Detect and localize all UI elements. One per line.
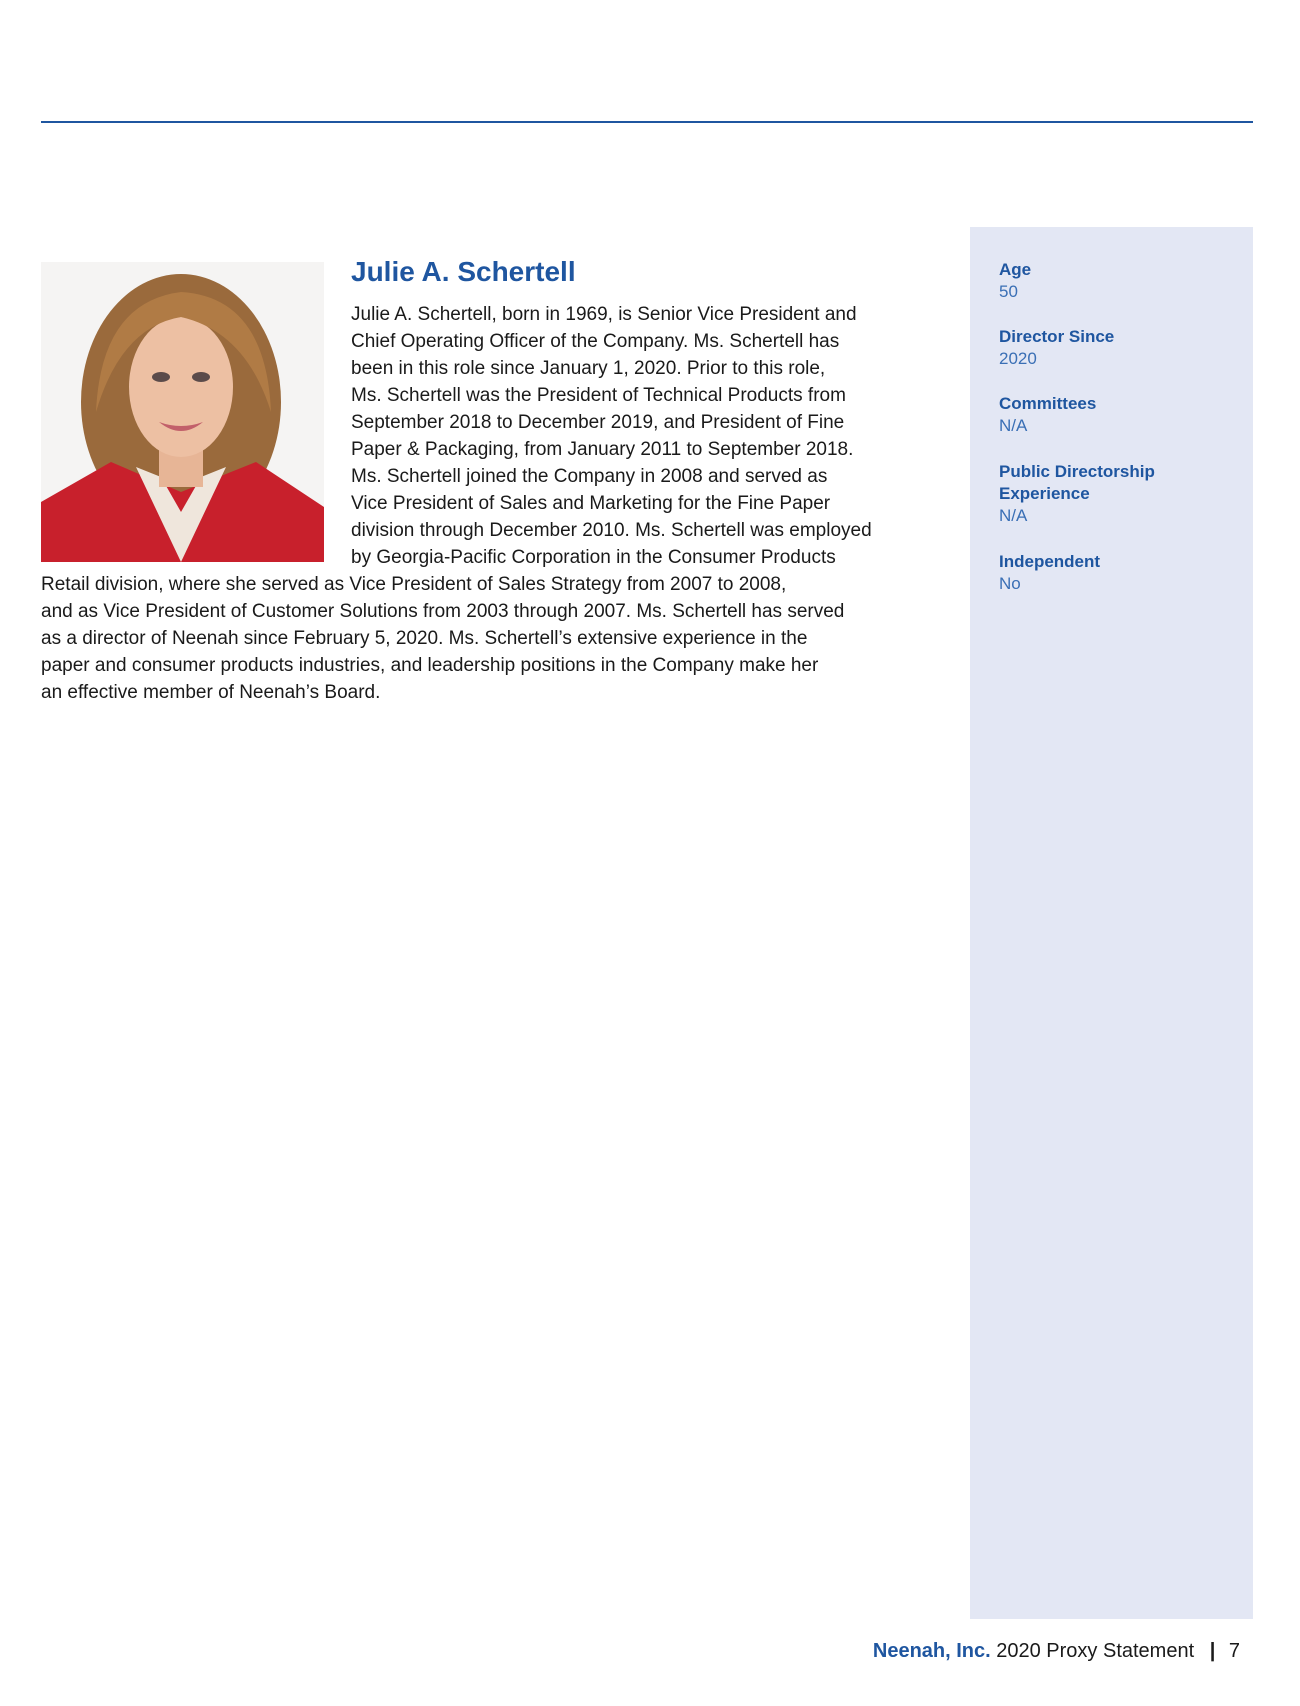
fact-value: 50 <box>999 282 1018 301</box>
bio-line: an effective member of Neenah’s Board. <box>41 682 381 703</box>
fact-label: Director Since <box>999 327 1115 346</box>
footer-separator: | <box>1209 1640 1216 1662</box>
fact-label: Public Directorship Experience <box>999 462 1155 503</box>
bio-line: Paper & Packaging, from January 2011 to September 2018. <box>351 439 854 460</box>
bio-line: by Georgia-Pacific Corporation in the Consumer Products <box>351 547 836 568</box>
bio-line: paper and consumer products industries, and leadership positions in the Company make her <box>41 655 819 676</box>
page-number: 7 <box>1228 1640 1240 1662</box>
header-rule <box>41 121 1253 123</box>
director-name: Julie A. Schertell <box>351 256 576 287</box>
bio-line: as a director of Neenah since February 5, 2020. Ms. Schertell’s extensive experience in the <box>41 628 808 649</box>
bio-line: and as Vice President of Customer Solutions from 2003 through 2007. Ms. Schertell has served <box>41 601 845 622</box>
fact-committees <box>999 393 1096 437</box>
footer-company: Neenah, Inc. <box>872 1640 991 1662</box>
bio-line: Ms. Schertell joined the Company in 2008 and served as <box>351 466 828 487</box>
bio-line: Vice President of Sales and Marketing for the Fine Paper <box>351 493 831 514</box>
bio-line: Ms. Schertell was the President of Technical Products from <box>351 385 846 406</box>
fact-label: Committees <box>999 394 1097 413</box>
bio-line: been in this role since January 1, 2020. Prior to this role, <box>351 358 826 379</box>
fact-public-directorship <box>999 461 1189 527</box>
bio-line: Julie A. Schertell, born in 1969, is Senior Vice President and <box>351 304 857 325</box>
fact-value: N/A <box>999 416 1028 435</box>
fact-value: No <box>999 574 1021 593</box>
fact-label: Age <box>999 260 1032 279</box>
bio-line: September 2018 to December 2019, and President of Fine <box>351 412 845 433</box>
bio-line: Retail division, where she served as Vice President of Sales Strategy from 2007 to 2008, <box>41 574 787 595</box>
fact-independent <box>999 551 1100 595</box>
fact-value: N/A <box>999 506 1028 525</box>
bio-line: Chief Operating Officer of the Company. Ms. Schertell has <box>351 331 840 352</box>
fact-label: Independent <box>999 552 1101 571</box>
page-footer <box>873 1640 1240 1663</box>
director-facts-sidebar <box>970 227 1253 1619</box>
fact-director-since <box>999 326 1114 370</box>
bio-line: division through December 2010. Ms. Schertell was employed <box>351 520 872 541</box>
footer-document: 2020 Proxy Statement <box>996 1640 1195 1662</box>
director-bio <box>41 301 872 706</box>
fact-value: 2020 <box>999 349 1037 368</box>
fact-age <box>999 259 1031 303</box>
